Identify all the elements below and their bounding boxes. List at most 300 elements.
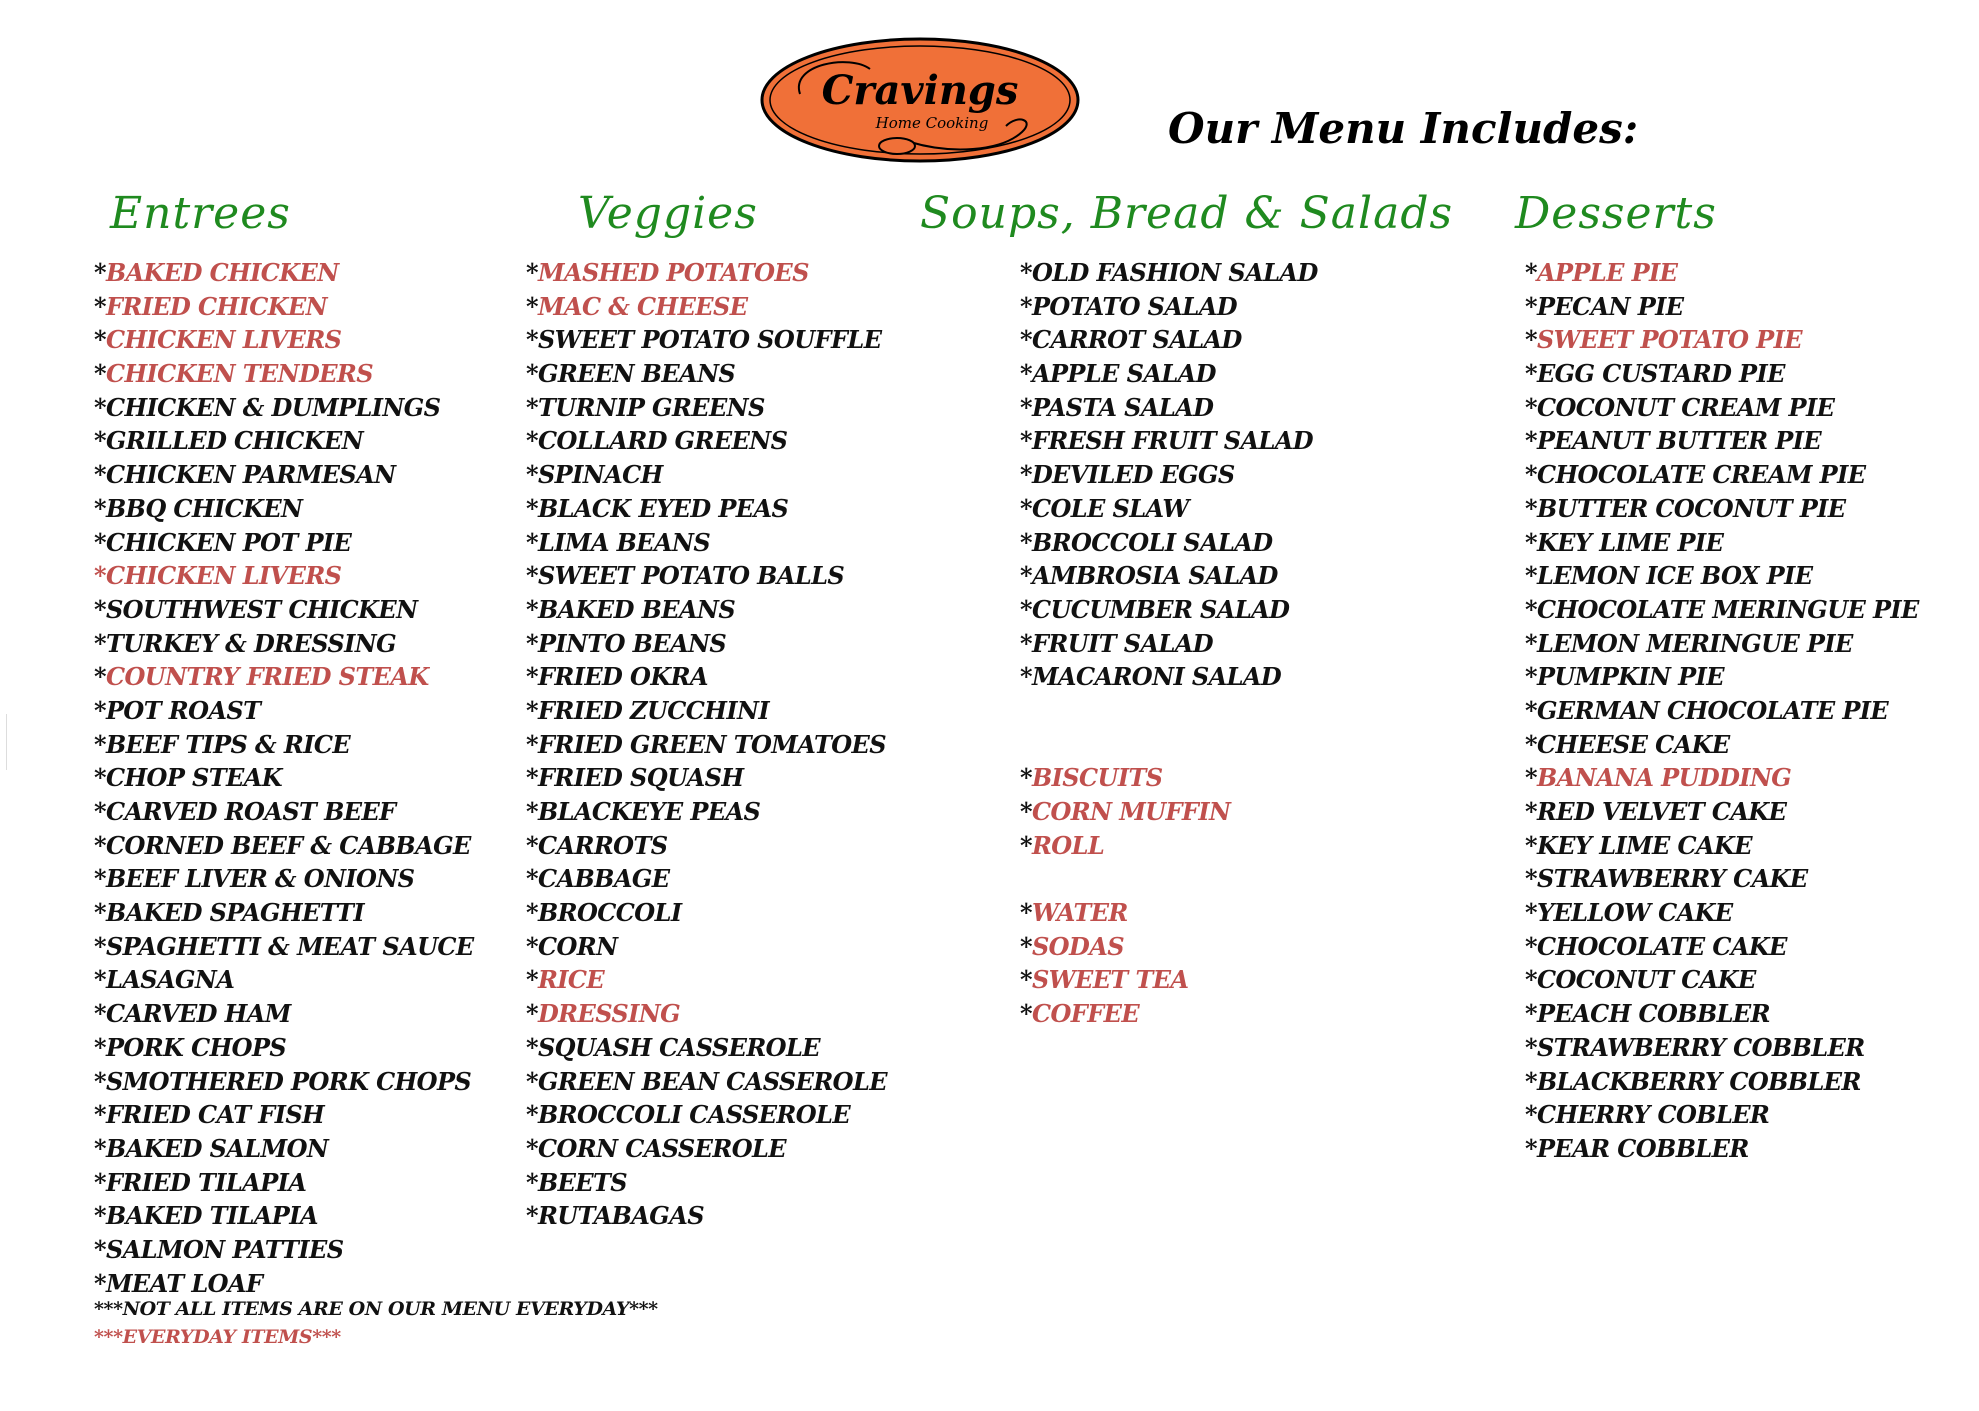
item-bullet: * bbox=[1020, 965, 1032, 995]
item-bullet: * bbox=[1020, 493, 1032, 523]
everyday-items-legend: ***EVERYDAY ITEMS*** bbox=[94, 1326, 341, 1348]
item-bullet: * bbox=[94, 291, 106, 321]
soups-bread-salads-list bbox=[1020, 256, 1318, 1031]
menu-item bbox=[526, 1199, 887, 1233]
menu-item-label: CHICKEN POT PIE bbox=[105, 527, 352, 557]
menu-item bbox=[1020, 829, 1318, 863]
menu-item-label: CHEESE CAKE bbox=[1536, 729, 1730, 759]
menu-item-label: FRIED GREEN TOMATOES bbox=[537, 729, 886, 759]
menu-item-label: ROLL bbox=[1031, 830, 1105, 860]
menu-item bbox=[1020, 627, 1318, 661]
not-all-items-note: ***NOT ALL ITEMS ARE ON OUR MENU EVERYDAY*** bbox=[94, 1298, 658, 1320]
menu-item-label: FRESH FRUIT SALAD bbox=[1031, 426, 1314, 456]
item-bullet: * bbox=[94, 999, 106, 1029]
item-bullet: * bbox=[526, 359, 538, 389]
menu-item-label: CABBAGE bbox=[537, 864, 670, 894]
menu-item-label: APPLE PIE bbox=[1536, 258, 1678, 287]
menu-item-label: SPINACH bbox=[537, 460, 663, 490]
menu-item bbox=[1020, 795, 1318, 829]
item-bullet: * bbox=[1525, 258, 1537, 287]
item-bullet: * bbox=[94, 392, 106, 422]
menu-item-label: SWEET TEA bbox=[1031, 965, 1189, 995]
item-bullet: * bbox=[1020, 392, 1032, 422]
menu-item-label: PORK CHOPS bbox=[105, 1032, 287, 1062]
menu-item bbox=[526, 829, 887, 863]
menu-item bbox=[1020, 997, 1318, 1031]
menu-item bbox=[1525, 492, 1919, 526]
item-bullet: * bbox=[526, 864, 538, 894]
menu-item bbox=[94, 458, 474, 492]
menu-item-label: MACARONI SALAD bbox=[1031, 662, 1282, 692]
item-bullet: * bbox=[94, 561, 106, 591]
item-bullet: * bbox=[526, 1066, 538, 1096]
menu-item bbox=[94, 829, 474, 863]
menu-item-label: BAKED CHICKEN bbox=[105, 258, 339, 287]
desserts-list bbox=[1525, 256, 1919, 1166]
logo-tagline: Home Cooking bbox=[875, 114, 989, 132]
menu-item bbox=[526, 492, 887, 526]
menu-item bbox=[526, 1098, 887, 1132]
item-bullet: * bbox=[94, 662, 106, 692]
menu-item bbox=[1525, 896, 1919, 930]
item-bullet: * bbox=[526, 527, 538, 557]
menu-item-label: BEEF LIVER & ONIONS bbox=[105, 864, 415, 894]
menu-item-label: BEEF TIPS & RICE bbox=[105, 729, 351, 759]
menu-item bbox=[526, 323, 887, 357]
menu-item bbox=[1525, 694, 1919, 728]
menu-item bbox=[94, 424, 474, 458]
menu-item bbox=[1525, 660, 1919, 694]
item-bullet: * bbox=[526, 594, 538, 624]
menu-item-label: BROCCOLI SALAD bbox=[1031, 527, 1273, 557]
menu-item bbox=[526, 761, 887, 795]
menu-item-label: CORN MUFFIN bbox=[1031, 797, 1231, 826]
menu-item-label: CARVED HAM bbox=[105, 999, 291, 1029]
menu-item-label: FRIED SQUASH bbox=[537, 763, 744, 793]
menu-item bbox=[1525, 256, 1919, 290]
menu-item-label: PEACH COBBLER bbox=[1536, 999, 1770, 1029]
item-bullet: * bbox=[526, 426, 538, 456]
menu-item-label: DEVILED EGGS bbox=[1031, 460, 1235, 490]
menu-item bbox=[526, 424, 887, 458]
item-bullet: * bbox=[1525, 695, 1537, 725]
menu-item-label: POT ROAST bbox=[105, 695, 261, 725]
item-bullet: * bbox=[94, 830, 106, 860]
item-bullet: * bbox=[94, 695, 106, 725]
item-bullet: * bbox=[94, 359, 106, 389]
item-bullet: * bbox=[526, 662, 538, 692]
menu-item bbox=[1525, 627, 1919, 661]
category-title-entrees: Entrees bbox=[110, 188, 291, 239]
menu-item-label: CHERRY COBLER bbox=[1536, 1100, 1770, 1130]
item-bullet: * bbox=[94, 864, 106, 894]
menu-item-label: BAKED BEANS bbox=[537, 594, 736, 624]
item-bullet: * bbox=[94, 1201, 106, 1231]
item-bullet: * bbox=[526, 1133, 538, 1163]
menu-item bbox=[1525, 424, 1919, 458]
menu-item-label: BLACKEYE PEAS bbox=[537, 797, 761, 826]
menu-item bbox=[526, 391, 887, 425]
menu-item-label: CARROTS bbox=[537, 830, 668, 860]
item-bullet: * bbox=[94, 493, 106, 523]
menu-item bbox=[526, 458, 887, 492]
item-bullet: * bbox=[1020, 797, 1032, 826]
menu-item-label: COCONUT CAKE bbox=[1536, 965, 1756, 995]
menu-item bbox=[94, 391, 474, 425]
item-bullet: * bbox=[1020, 594, 1032, 624]
menu-item bbox=[1525, 323, 1919, 357]
menu-item bbox=[526, 559, 887, 593]
item-bullet: * bbox=[1525, 830, 1537, 860]
menu-item-label: LEMON MERINGUE PIE bbox=[1536, 628, 1853, 658]
veggies-list bbox=[526, 256, 887, 1233]
item-bullet: * bbox=[94, 1100, 106, 1130]
menu-item-label: BLACKBERRY COBBLER bbox=[1536, 1066, 1861, 1096]
menu-item bbox=[1525, 1065, 1919, 1099]
menu-item bbox=[94, 593, 474, 627]
menu-item-label: STRAWBERRY CAKE bbox=[1536, 864, 1808, 894]
menu-item bbox=[526, 1065, 887, 1099]
menu-item-label: AMBROSIA SALAD bbox=[1031, 561, 1278, 591]
menu-item bbox=[526, 660, 887, 694]
item-bullet: * bbox=[94, 1234, 106, 1264]
menu-item bbox=[94, 290, 474, 324]
menu-item bbox=[1525, 728, 1919, 762]
item-bullet: * bbox=[1525, 1100, 1537, 1130]
menu-item-label: CUCUMBER SALAD bbox=[1031, 594, 1290, 624]
item-bullet: * bbox=[94, 258, 106, 287]
menu-item-label: PEANUT BUTTER PIE bbox=[1536, 426, 1822, 456]
menu-item bbox=[1525, 593, 1919, 627]
menu-item bbox=[1525, 997, 1919, 1031]
menu-item bbox=[94, 526, 474, 560]
menu-item bbox=[1020, 458, 1318, 492]
item-bullet: * bbox=[94, 1032, 106, 1062]
menu-item-label: PEAR COBBLER bbox=[1536, 1133, 1749, 1163]
menu-item bbox=[1525, 795, 1919, 829]
item-bullet: * bbox=[1525, 628, 1537, 658]
menu-item bbox=[94, 1098, 474, 1132]
item-bullet: * bbox=[1525, 931, 1537, 961]
item-bullet: * bbox=[1525, 763, 1537, 793]
item-bullet: * bbox=[526, 729, 538, 759]
menu-item bbox=[1525, 963, 1919, 997]
item-bullet: * bbox=[94, 527, 106, 557]
menu-item bbox=[1525, 357, 1919, 391]
menu-item bbox=[1020, 963, 1318, 997]
menu-item bbox=[1020, 526, 1318, 560]
menu-item-label: BROCCOLI bbox=[537, 898, 682, 928]
menu-item-label: STRAWBERRY COBBLER bbox=[1536, 1032, 1865, 1062]
item-bullet: * bbox=[526, 291, 538, 321]
item-bullet: * bbox=[526, 493, 538, 523]
item-bullet: * bbox=[1525, 291, 1537, 321]
menu-item-label: FRIED CHICKEN bbox=[105, 291, 328, 321]
menu-item-label: POTATO SALAD bbox=[1031, 291, 1237, 321]
menu-item bbox=[526, 694, 887, 728]
menu-item-label: MAC & CHEESE bbox=[537, 291, 748, 321]
menu-item bbox=[526, 930, 887, 964]
item-bullet: * bbox=[526, 628, 538, 658]
menu-item bbox=[94, 1199, 474, 1233]
item-bullet: * bbox=[1020, 561, 1032, 591]
menu-item-label: BAKED SPAGHETTI bbox=[105, 898, 364, 928]
item-bullet: * bbox=[1525, 460, 1537, 490]
item-bullet: * bbox=[1525, 527, 1537, 557]
menu-item bbox=[1525, 526, 1919, 560]
menu-item bbox=[526, 256, 887, 290]
menu-item bbox=[526, 593, 887, 627]
menu-item-label: COFFEE bbox=[1031, 999, 1140, 1029]
menu-item-label: WATER bbox=[1031, 898, 1128, 928]
menu-item-label: LASAGNA bbox=[105, 965, 235, 995]
item-bullet: * bbox=[526, 561, 538, 591]
menu-item bbox=[94, 728, 474, 762]
item-bullet: * bbox=[1525, 1133, 1537, 1163]
menu-item bbox=[94, 559, 474, 593]
menu-item-label: GREEN BEANS bbox=[537, 359, 736, 389]
item-bullet: * bbox=[1525, 898, 1537, 928]
item-bullet: * bbox=[1020, 359, 1032, 389]
menu-item-label: OLD FASHION SALAD bbox=[1031, 258, 1318, 287]
menu-item bbox=[526, 357, 887, 391]
menu-item-label: COUNTRY FRIED STEAK bbox=[105, 662, 429, 692]
menu-item bbox=[1525, 761, 1919, 795]
menu-item-label: CARVED ROAST BEEF bbox=[105, 797, 396, 826]
item-bullet: * bbox=[1020, 258, 1032, 287]
menu-item-label: PINTO BEANS bbox=[537, 628, 727, 658]
menu-item bbox=[1020, 290, 1318, 324]
menu-item bbox=[94, 1132, 474, 1166]
menu-item-label: KEY LIME PIE bbox=[1536, 527, 1724, 557]
menu-item-label: BLACK EYED PEAS bbox=[537, 493, 789, 523]
item-bullet: * bbox=[1020, 291, 1032, 321]
menu-item-label: COLLARD GREENS bbox=[537, 426, 788, 456]
item-bullet: * bbox=[94, 1167, 106, 1197]
item-bullet: * bbox=[1525, 864, 1537, 894]
item-bullet: * bbox=[526, 797, 538, 826]
menu-item bbox=[94, 795, 474, 829]
menu-item-label: SALMON PATTIES bbox=[105, 1234, 344, 1264]
menu-item-label: FRIED CAT FISH bbox=[105, 1100, 325, 1130]
menu-item-label: GRILLED CHICKEN bbox=[105, 426, 364, 456]
menu-item bbox=[94, 694, 474, 728]
item-bullet: * bbox=[526, 898, 538, 928]
item-bullet: * bbox=[1020, 931, 1032, 961]
menu-item bbox=[526, 1166, 887, 1200]
menu-item bbox=[526, 997, 887, 1031]
category-title-soups-bread-salads: Soups, Bread & Salads bbox=[920, 188, 1454, 239]
item-bullet: * bbox=[526, 763, 538, 793]
item-bullet: * bbox=[1525, 325, 1537, 355]
item-bullet: * bbox=[1525, 729, 1537, 759]
menu-item bbox=[1020, 256, 1318, 290]
item-bullet: * bbox=[1525, 359, 1537, 389]
menu-item-label: BISCUITS bbox=[1031, 763, 1163, 793]
menu-item-label: SODAS bbox=[1031, 931, 1124, 961]
item-bullet: * bbox=[1525, 999, 1537, 1029]
item-bullet: * bbox=[94, 426, 106, 456]
menu-item bbox=[1020, 930, 1318, 964]
item-bullet: * bbox=[94, 763, 106, 793]
menu-item-label: EGG CUSTARD PIE bbox=[1536, 359, 1785, 389]
menu-item bbox=[94, 357, 474, 391]
menu-item-label: CORNED BEEF & CABBAGE bbox=[105, 830, 471, 860]
menu-item-label: SWEET POTATO SOUFFLE bbox=[537, 325, 882, 355]
item-bullet: * bbox=[1020, 662, 1032, 692]
list-spacer bbox=[1020, 728, 1318, 762]
entrees-list bbox=[94, 256, 474, 1300]
item-bullet: * bbox=[526, 965, 538, 995]
list-spacer bbox=[1020, 862, 1318, 896]
menu-item-label: CHICKEN LIVERS bbox=[105, 325, 342, 355]
item-bullet: * bbox=[526, 1100, 538, 1130]
menu-item bbox=[1525, 829, 1919, 863]
item-bullet: * bbox=[94, 729, 106, 759]
menu-item-label: SPAGHETTI & MEAT SAUCE bbox=[105, 931, 474, 961]
list-spacer bbox=[1020, 694, 1318, 728]
menu-item-label: SWEET POTATO BALLS bbox=[537, 561, 845, 591]
item-bullet: * bbox=[1525, 594, 1537, 624]
menu-item bbox=[1020, 357, 1318, 391]
menu-item bbox=[1525, 930, 1919, 964]
item-bullet: * bbox=[94, 965, 106, 995]
menu-item bbox=[1525, 1098, 1919, 1132]
menu-item bbox=[94, 1233, 474, 1267]
menu-item bbox=[94, 660, 474, 694]
menu-item-label: YELLOW CAKE bbox=[1536, 898, 1733, 928]
page-edge-mark bbox=[0, 714, 7, 770]
menu-item-label: FRUIT SALAD bbox=[1031, 628, 1213, 658]
item-bullet: * bbox=[526, 1167, 538, 1197]
menu-item bbox=[1020, 559, 1318, 593]
menu-item-label: BROCCOLI CASSEROLE bbox=[537, 1100, 851, 1130]
item-bullet: * bbox=[1525, 493, 1537, 523]
menu-item bbox=[1020, 492, 1318, 526]
menu-item bbox=[526, 290, 887, 324]
menu-item bbox=[94, 1166, 474, 1200]
item-bullet: * bbox=[1525, 662, 1537, 692]
menu-item bbox=[526, 862, 887, 896]
menu-item bbox=[94, 1267, 474, 1301]
item-bullet: * bbox=[526, 830, 538, 860]
menu-item-label: PECAN PIE bbox=[1536, 291, 1684, 321]
menu-item bbox=[526, 896, 887, 930]
item-bullet: * bbox=[94, 931, 106, 961]
menu-item bbox=[94, 256, 474, 290]
item-bullet: * bbox=[94, 1066, 106, 1096]
menu-item-label: CHICKEN LIVERS bbox=[105, 561, 342, 591]
cravings-logo bbox=[760, 34, 1085, 166]
item-bullet: * bbox=[94, 797, 106, 826]
menu-item bbox=[1525, 391, 1919, 425]
item-bullet: * bbox=[1020, 325, 1032, 355]
menu-item-label: FRIED OKRA bbox=[537, 662, 708, 692]
menu-item bbox=[1525, 559, 1919, 593]
menu-item-label: BEETS bbox=[537, 1167, 628, 1197]
menu-item bbox=[1020, 391, 1318, 425]
menu-item-label: TURNIP GREENS bbox=[537, 392, 765, 422]
menu-item-label: GREEN BEAN CASSEROLE bbox=[537, 1066, 887, 1096]
item-bullet: * bbox=[526, 392, 538, 422]
menu-item-label: CHOP STEAK bbox=[105, 763, 283, 793]
menu-item bbox=[526, 1132, 887, 1166]
menu-item bbox=[1525, 1031, 1919, 1065]
menu-item-label: BANANA PUDDING bbox=[1536, 763, 1792, 793]
menu-item bbox=[94, 930, 474, 964]
menu-item-label: CHOCOLATE MERINGUE PIE bbox=[1536, 594, 1919, 624]
menu-item bbox=[526, 963, 887, 997]
menu-item-label: CHICKEN & DUMPLINGS bbox=[105, 392, 441, 422]
item-bullet: * bbox=[526, 325, 538, 355]
menu-item bbox=[1525, 290, 1919, 324]
item-bullet: * bbox=[1020, 628, 1032, 658]
menu-item-label: DRESSING bbox=[537, 999, 681, 1029]
menu-item-label: SWEET POTATO PIE bbox=[1536, 325, 1802, 355]
menu-item-label: BBQ CHICKEN bbox=[105, 493, 303, 523]
menu-item bbox=[1525, 1132, 1919, 1166]
menu-item-label: SOUTHWEST CHICKEN bbox=[105, 594, 418, 624]
menu-item-label: RICE bbox=[537, 965, 605, 995]
item-bullet: * bbox=[94, 325, 106, 355]
logo-name: Cravings bbox=[821, 67, 1019, 114]
menu-item-label: SMOTHERED PORK CHOPS bbox=[105, 1066, 472, 1096]
menu-item-label: FRIED TILAPIA bbox=[105, 1167, 307, 1197]
menu-item bbox=[94, 963, 474, 997]
menu-item-label: SQUASH CASSEROLE bbox=[537, 1032, 820, 1062]
menu-item-label: BUTTER COCONUT PIE bbox=[1536, 493, 1846, 523]
menu-item-label: COLE SLAW bbox=[1031, 493, 1189, 523]
item-bullet: * bbox=[1525, 797, 1537, 826]
item-bullet: * bbox=[526, 1201, 538, 1231]
menu-item-label: CORN CASSEROLE bbox=[537, 1133, 786, 1163]
category-title-veggies: Veggies bbox=[578, 188, 758, 239]
item-bullet: * bbox=[94, 1268, 106, 1298]
menu-item-label: APPLE SALAD bbox=[1031, 359, 1216, 389]
item-bullet: * bbox=[1525, 1066, 1537, 1096]
menu-item-label: PASTA SALAD bbox=[1031, 392, 1214, 422]
item-bullet: * bbox=[1020, 426, 1032, 456]
item-bullet: * bbox=[1525, 1032, 1537, 1062]
menu-item bbox=[526, 627, 887, 661]
item-bullet: * bbox=[1020, 763, 1032, 793]
menu-item bbox=[94, 761, 474, 795]
menu-item bbox=[1020, 323, 1318, 357]
menu-item bbox=[94, 323, 474, 357]
menu-item-label: BAKED TILAPIA bbox=[105, 1201, 318, 1231]
menu-item bbox=[94, 862, 474, 896]
menu-item-label: CHICKEN TENDERS bbox=[105, 359, 373, 389]
menu-item-label: BAKED SALMON bbox=[105, 1133, 329, 1163]
menu-item bbox=[1020, 896, 1318, 930]
item-bullet: * bbox=[526, 695, 538, 725]
menu-item-label: CHOCOLATE CAKE bbox=[1536, 931, 1787, 961]
menu-item bbox=[526, 1031, 887, 1065]
item-bullet: * bbox=[94, 628, 106, 658]
menu-item bbox=[94, 896, 474, 930]
item-bullet: * bbox=[94, 460, 106, 490]
menu-item-label: COCONUT CREAM PIE bbox=[1536, 392, 1835, 422]
menu-item-label: LEMON ICE BOX PIE bbox=[1536, 561, 1813, 591]
item-bullet: * bbox=[1525, 426, 1537, 456]
item-bullet: * bbox=[526, 258, 538, 287]
item-bullet: * bbox=[1525, 965, 1537, 995]
menu-item-label: CHOCOLATE CREAM PIE bbox=[1536, 460, 1866, 490]
menu-item bbox=[94, 1031, 474, 1065]
item-bullet: * bbox=[1020, 460, 1032, 490]
menu-item bbox=[94, 492, 474, 526]
menu-item-label: GERMAN CHOCOLATE PIE bbox=[1536, 695, 1889, 725]
